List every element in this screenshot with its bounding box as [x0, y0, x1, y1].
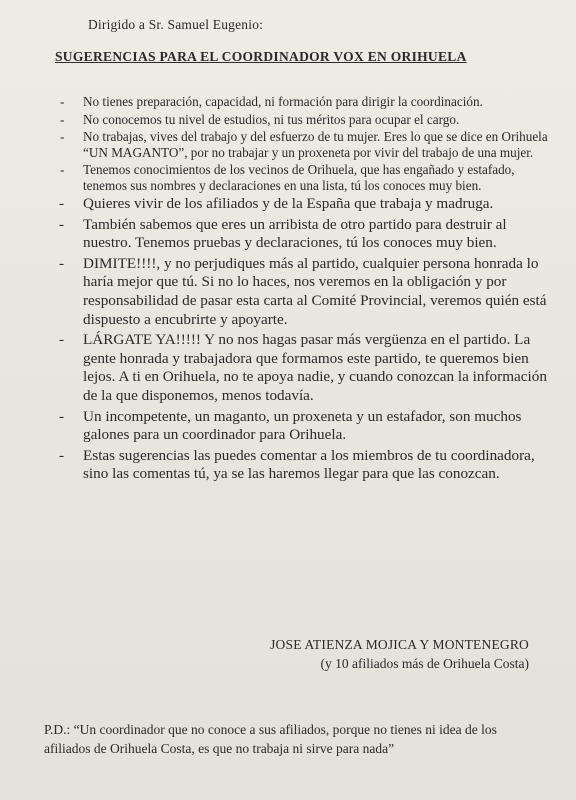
item-text: No conocemos tu nivel de estudios, ni tus méritos para ocupar el cargo. [83, 111, 460, 127]
signer-name: JOSE ATIENZA MOJICA Y MONTENEGRO [270, 637, 529, 652]
bullet-dash: - [59, 215, 65, 233]
item-text: No trabajas, vives del trabajo y del esfuerzo de tu mujer. Eres lo que se dice en Orihuela “UN MAGANTO”, por no trabajar y un proxeneta por vivir del trabajo de una mujer. [83, 129, 548, 160]
postscript: P.D.: “Un coordinador que no conoce a sus afiliados, porque no tienes ni idea de los afiliados de Orihuela Costa, es que no trabaja ni sirve para nada” [44, 722, 497, 756]
item-text: Tenemos conocimientos de los vecinos de Orihuela, que has engañado y estafado, tenemos sus nombres y declaraciones en una lista, tú los conoces muy bien. [83, 162, 515, 193]
bullet-dash: - [60, 94, 65, 109]
addressee-line: Dirigido a Sr. Samuel Eugenio: [88, 17, 264, 32]
list-item [60, 94, 550, 110]
signer-note: (y 10 afiliados más de Orihuela Costa) [320, 656, 529, 671]
item-text: LÁRGATE YA!!!!! Y no nos hagas pasar más vergüenza en el partido. La gente honrada y trabajadora que formamos este partido, te queremos bien lejos. A ti en Orihuela, no te apoya nadie, y cuando conozcan la información de la que disponemos, menos todavía. [83, 331, 547, 404]
signature-block [270, 635, 529, 673]
item-text: También sabemos que eres un arribista de otro partido para destruir al nuestro. Tenemos pruebas y declaraciones, tú los conoces muy bien. [83, 215, 507, 252]
bullet-dash: - [59, 331, 65, 349]
item-text: Estas sugerencias las puedes comentar a los miembros de tu coordinadora, sino las comentas tú, ya se las haremos llegar para que las conozcan. [83, 446, 535, 483]
list-item [60, 447, 550, 484]
list-item [60, 195, 550, 214]
suggestions-list [60, 94, 550, 486]
list-item [60, 216, 550, 253]
list-item [60, 162, 550, 193]
list-item [60, 331, 550, 405]
item-text: DIMITE!!!!, y no perjudiques más al partido, cualquier persona honrada lo haría mejor que tú. Si no lo haces, nos veremos en la obligación y por responsabilidad de pasar esta carta al Comité Provincial, veremos quién está dispuesto a encubrirte y apoyarte. [83, 254, 547, 328]
bullet-dash: - [60, 162, 65, 177]
bullet-dash: - [59, 407, 65, 425]
letter-title: SUGERENCIAS PARA EL COORDINADOR VOX EN ORIHUELA [55, 49, 467, 64]
list-item [60, 129, 550, 160]
bullet-dash: - [59, 254, 65, 272]
list-item [60, 112, 550, 128]
item-text: Quieres vivir de los afiliados y de la España que trabaja y madruga. [83, 195, 494, 212]
bullet-dash: - [60, 111, 65, 127]
item-text: No tienes preparación, capacidad, ni formación para dirigir la coordinación. [83, 94, 483, 109]
list-item [60, 408, 550, 445]
bullet-dash: - [60, 129, 65, 144]
bullet-dash: - [59, 195, 65, 212]
item-text: Un incompetente, un maganto, un proxeneta y un estafador, son muchos galones para un coordinador para Orihuela. [83, 407, 522, 444]
bullet-dash: - [59, 446, 65, 464]
list-item [60, 255, 550, 329]
